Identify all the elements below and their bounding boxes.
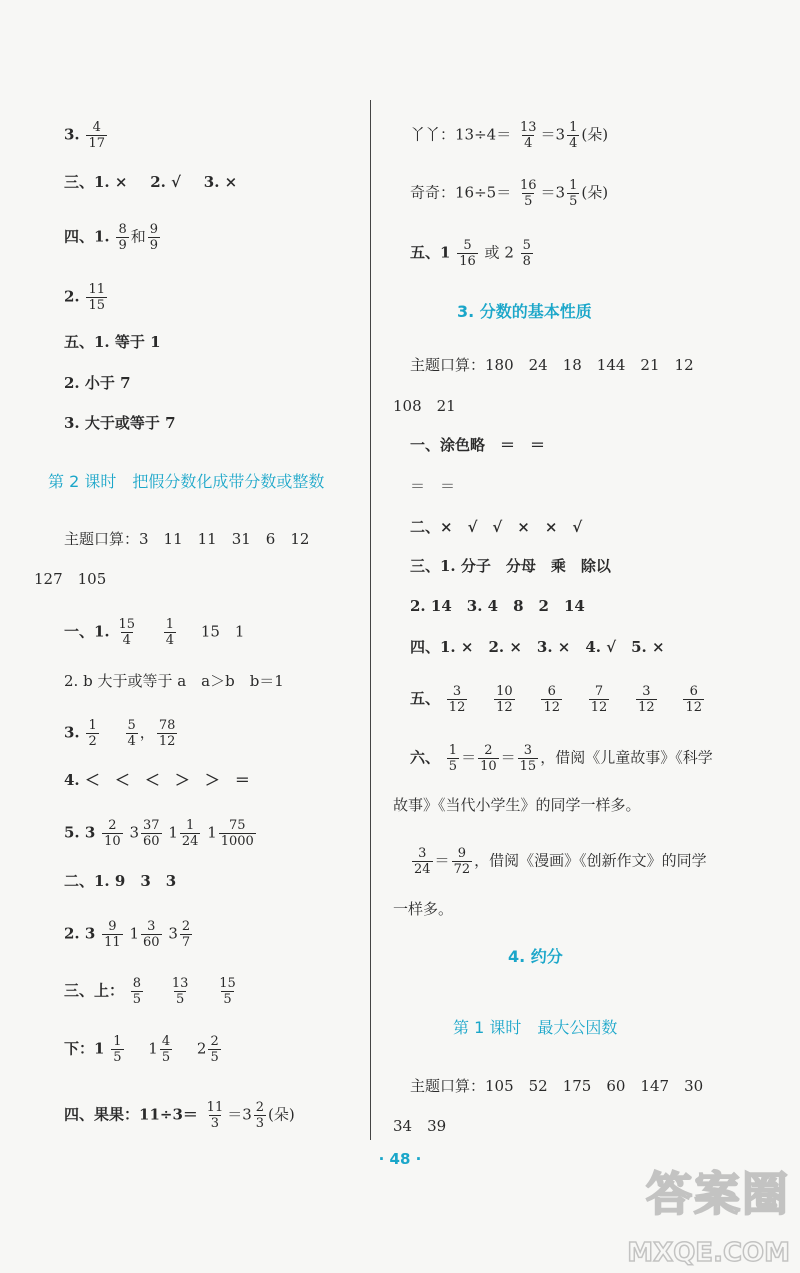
answer-line: 2. b 大于或等于 a a＞b b＝1 [64,672,284,690]
answer-line: 主题口算：180 24 18 144 21 12 [410,356,694,374]
answer-line: 四、1. × 2. × 3. × 4. √ 5. × [410,638,665,656]
answer-line: 主题口算：3 11 11 31 6 12 [64,530,310,548]
answer-line: 5. 3 $\frac{2}{10}$ 3 $\frac{37}{60}$ 1 $\frac{1}{24}$ 1 $\frac{75}{1000}$ [64,818,254,849]
answer-line: 2. 小于 7 [64,374,131,392]
answer-line: 2. 3 $\frac{9}{11}$ 1 $\frac{3}{60}$ 3 $\frac{2}{7}$ [64,919,191,950]
answer-line: 3. $\frac{1}{2}$ $\frac{5}{4}$ ， $\frac{78}{12}$ [64,718,176,749]
section-heading: 第 1 课时 最大公因数 [453,1018,618,1037]
answer-line: 一样多。 [393,900,454,918]
section-heading: 第 2 课时 把假分数化成带分数或整数 [48,472,325,491]
answer-line: 故事》《当代小学生》的同学一样多。 [393,796,641,814]
watermark-url: MXQE.COM [627,1238,790,1268]
answer-line: 34 39 [393,1117,447,1135]
answer-line: 2. 14 3. 4 8 2 14 [410,597,585,615]
answer-line: 三、1. 分子 分母 乘 除以 [410,557,611,575]
answer-line: ＝ ＝ [410,477,456,495]
answer-line: 108 21 [393,397,456,415]
answer-line: 三、1. × 2. √ 3. × [64,173,238,191]
answer-line: 五、1. 等于 1 [64,333,161,351]
watermark-logo [610,1158,790,1268]
section-title: 4. 约分 [508,947,563,966]
answer-line: 二、1. 9 3 3 [64,872,177,890]
answer-line: 4. ＜ ＜ ＜ ＞ ＞ ＝ [64,771,250,789]
answer-line: 一、涂色略 ＝ ＝ [410,436,546,454]
answer-line: 一、1. $\frac{15}{4}$ $\frac{1}{4}$ 15 1 [64,617,245,648]
page-number: · 48 · [378,1150,422,1168]
answer-line: 2. $\frac{11}{15}$ [64,282,105,313]
answer-line: 二、× √ √ × × √ [410,518,583,536]
answer-line: 六、 $\frac{1}{5}$ ＝ $\frac{2}{10}$ ＝ $\frac{3}{15}$ ，借阅《儿童故事》《科学 [410,743,713,774]
column-divider [370,100,371,1140]
section-title: 3. 分数的基本性质 [457,302,592,321]
answer-line: 五、1 $\frac{5}{16}$ 或 2 $\frac{5}{8}$ [410,238,531,269]
answer-line: 奇奇：16÷5＝ $\frac{16}{5}$ ＝3 $\frac{1}{5}$ (朵) [410,178,609,209]
answer-line: 主题口算：105 52 175 60 147 30 [410,1077,704,1095]
answer-line: 四、1. $\frac{8}{9}$ 和 $\frac{9}{9}$ [64,222,159,253]
answer-line: 127 105 [34,570,107,588]
answer-line: 下：1 $\frac{1}{5}$ 1 $\frac{4}{5}$ 2 $\frac{2}{5}$ [64,1034,219,1065]
answer-line: $\frac{3}{24}$ ＝ $\frac{9}{72}$ ，借阅《漫画》《创新作文》的同学 [414,846,707,877]
watermark-text: 答案圈 [646,1167,790,1221]
answer-line: 三、上： $\frac{8}{5}$ $\frac{13}{5}$ $\frac{15}{5}$ [64,976,236,1007]
answer-line: 四、果果：11÷3＝ $\frac{11}{3}$ ＝3 $\frac{2}{3}$ (朵) [64,1100,295,1131]
answer-line: 3. 大于或等于 7 [64,414,176,432]
answer-line: 3. $\frac{4}{17}$ [64,120,105,151]
answer-line: 五、 $\frac{3}{12}$ $\frac{10}{12}$ $\frac{6}{12}$ $\frac{7}{12}$ $\frac{3}{12}$ $\frac{6}{12}$ [410,684,702,715]
answer-line: 丫丫：13÷4＝ $\frac{13}{4}$ ＝3 $\frac{1}{4}$ (朵) [410,120,609,151]
